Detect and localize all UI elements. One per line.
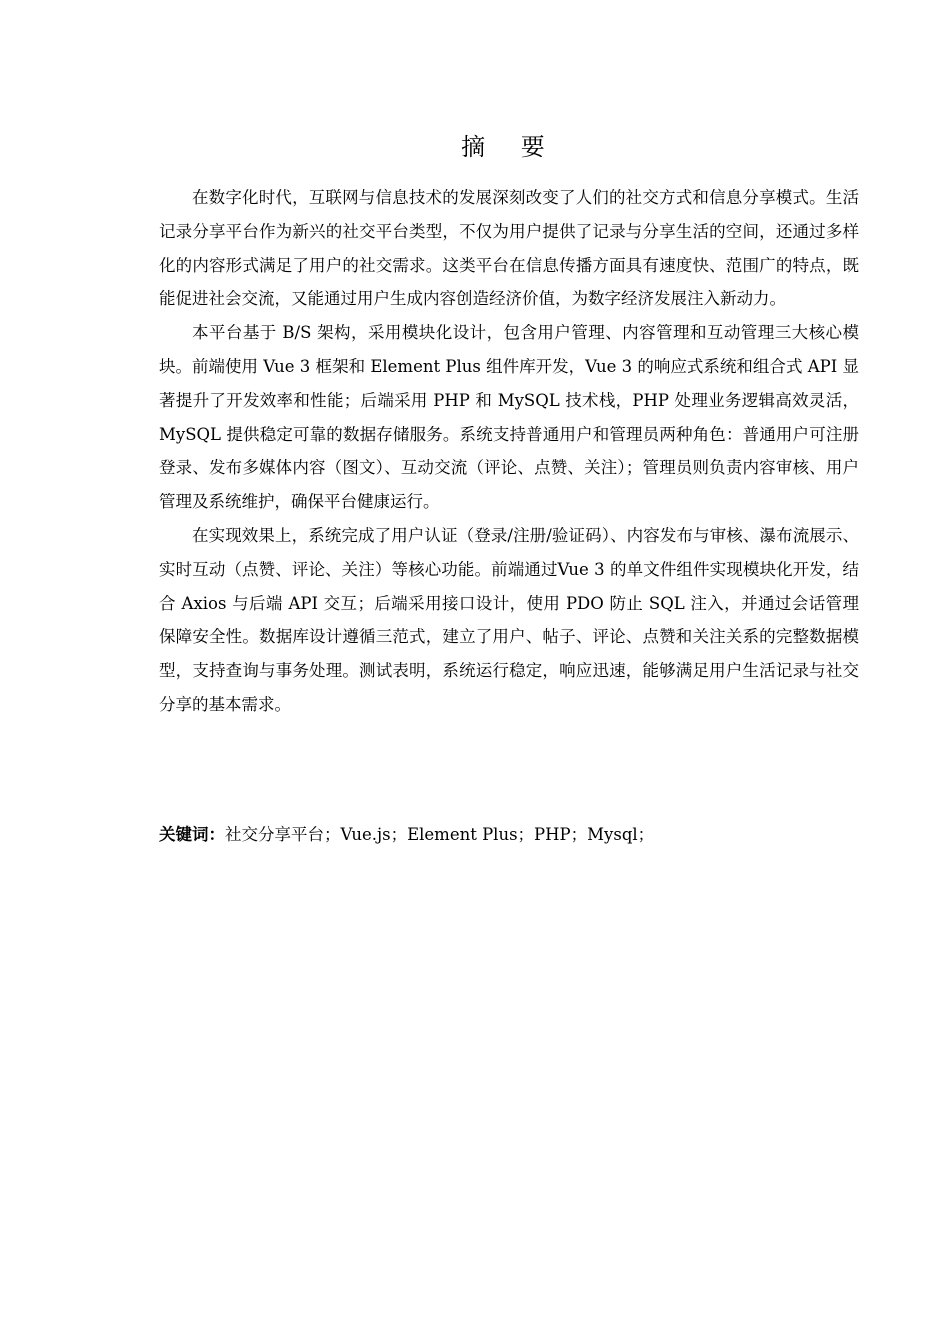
abstract-paragraph-1: 在数字化时代，互联网与信息技术的发展深刻改变了人们的社交方式和信息分享模式。生活记录分享平台作为新兴的社交平台类型，不仅为用户提供了记录与分享生活的空间，还通过多样化的内容形式满足了用户的社交需求。这类平台在信息传播方面具有速度快、范围广的特点，既能促进社会交流，又能通过用户生成内容创造经济价值，为数字经济发展注入新动力。 bbox=[159, 188, 859, 309]
abstract-title: 摘 要 bbox=[461, 133, 559, 161]
keywords-line bbox=[159, 820, 859, 850]
keywords-label: 关键词： bbox=[159, 825, 225, 844]
abstract-paragraph-3: 在实现效果上，系统完成了用户认证（登录/注册/验证码）、内容发布与审核、瀑布流展示、实时互动（点赞、评论、关注）等核心功能。前端通过Vue 3 的单文件组件实现模块化开发，结合 Axios 与后端 API 交互；后端采用接口设计，使用 PDO 防止 SQL 注入，并通过会话管理保障安全性。数据库设计遵循三范式，建立了用户、帖子、评论、点赞和关注关系的完整数据模型，支持查询与事务处理。测试表明，系统运行稳定，响应迅速，能够满足用户生活记录与社交分享的基本需求。 bbox=[159, 525, 859, 714]
abstract-paragraph-2: 本平台基于 B/S 架构，采用模块化设计，包含用户管理、内容管理和互动管理三大核心模块。前端使用 Vue 3 框架和 Element Plus 组件库开发，Vue 3 的响应式系统和组合式 API 显著提升了开发效率和性能；后端采用 PHP 和 MySQL 技术栈，PHP 处理业务逻辑高效灵活，MySQL 提供稳定可靠的数据存储服务。系统支持普通用户和管理员两种角色：普通用户可注册登录、发布多媒体内容（图文）、互动交流（评论、点赞、关注）；管理员则负责内容审核、用户管理及系统维护，确保平台健康运行。 bbox=[159, 323, 859, 512]
abstract-body bbox=[159, 181, 859, 722]
keywords-text: 社交分享平台；Vue.js；Element Plus；PHP；Mysql； bbox=[225, 825, 655, 844]
